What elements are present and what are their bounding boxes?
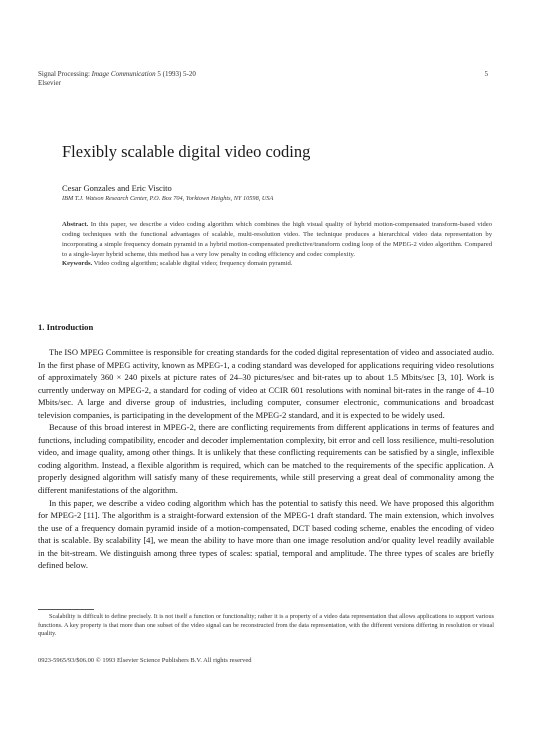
paper-title: Flexibly scalable digital video coding bbox=[62, 142, 311, 161]
journal-volume: 5 (1993) 5-20 bbox=[155, 70, 196, 78]
footnote: Scalability is difficult to define precisely. It is not itself a function or functionality; rather it is a property of a video data representation that allows applications to support various functions. A key property is that more than one subset of the video signal can be reconstructed from the data representation, with the different versions differing in resolution or visual quality. bbox=[38, 613, 494, 638]
footnote-divider bbox=[38, 609, 94, 610]
keywords bbox=[62, 260, 492, 267]
abstract-text: In this paper, we describe a video coding algorithm which combines the high visual quality of hybrid motion-compensated transform-based video coding techniques with the functional advantages of scalable, multi-resolution video. The technique produces a hierarchical video data representation by incorporating a simple frequency domain pyramid in a hybrid motion-compensated predictive/transform coding loop of the MPEG-2 video algorithm. Compared to a single-layer hybrid scheme, this method has a very low penalty in coding efficiency and codec complexity. bbox=[62, 221, 492, 259]
page-number: 5 bbox=[484, 70, 488, 78]
body-paragraph: The ISO MPEG Committee is responsible for creating standards for the coded digital representation of video and associated audio. In the first phase of MPEG activity, known as MPEG-1, a coding standard was developed for applications requiring video resolutions of approximately 360 × 240 pixels at picture rates of 24–30 pictures/sec and bit-rates up to about 1.5 Mbits/sec [3, 10]. Work is currently underway on MPEG-2, a standard for coding of video at CCIR 601 resolutions with nominal bit-rates in the range of 4–10 Mbits/sec. A large and diverse group of industries, including computer, consumer electronic, communications and broadcast television companies, is participating in the development of the MPEG-2 standard, and it is expected to be widely used. bbox=[38, 347, 494, 420]
abstract bbox=[62, 220, 492, 260]
copyright-line: 0923-5965/93/$06.00 © 1993 Elsevier Science Publishers B.V. All rights reserved bbox=[38, 657, 252, 664]
abstract-label: Abstract. bbox=[62, 221, 89, 228]
keywords-label: Keywords. bbox=[62, 260, 93, 267]
body-paragraph: Because of this broad interest in MPEG-2, there are conflicting requirements from different applications in terms of features and functions, including compatibility, encoder and decoder implementation complexity, bit error and cell loss resilience, multi-resolution video, and image quality, among other things. It is unlikely that these conflicting requirements can be satisfied by a single, inflexible coding algorithm. Instead, a flexible algorithm is required, which can be matched to the requirements of the specific application. A properly designed algorithm will satisfy many of these requirements, while still preserving a great deal of commonality among the different manifestations of the algorithm. bbox=[38, 422, 494, 496]
body-paragraph: In this paper, we describe a video coding algorithm which has the potential to satisfy this need. We have proposed this algorithm for MPEG-2 [11]. The algorithm is a straight-forward extension of the MPEG-1 draft standard. The main extension, which involves the use of a frequency domain pyramid inside of a motion-compensated, DCT based coding scheme, enables the encoding of video that is scalable. By scalability [4], we mean the ability to have more than one image resolution and/or quality level readily available in the bit-stream. We distinguish among three types of scales: spatial, temporal and amplitude. The three types of scales are briefly defined below. bbox=[38, 497, 494, 571]
publisher-name: Elsevier bbox=[38, 79, 61, 87]
section-body bbox=[38, 346, 494, 572]
journal-name-italic: Image Communication bbox=[91, 70, 156, 78]
keywords-text: Video coding algorithm; scalable digital video; frequency domain pyramid. bbox=[92, 260, 293, 267]
paper-authors: Cesar Gonzales and Eric Viscito bbox=[62, 183, 172, 193]
journal-name: Signal Processing: bbox=[38, 70, 92, 78]
section-heading: 1. Introduction bbox=[38, 322, 94, 332]
author-affiliation: IBM T.J. Watson Research Center, P.O. Box 704, Yorktown Heights, NY 10598, USA bbox=[62, 195, 274, 202]
journal-header bbox=[38, 70, 196, 78]
